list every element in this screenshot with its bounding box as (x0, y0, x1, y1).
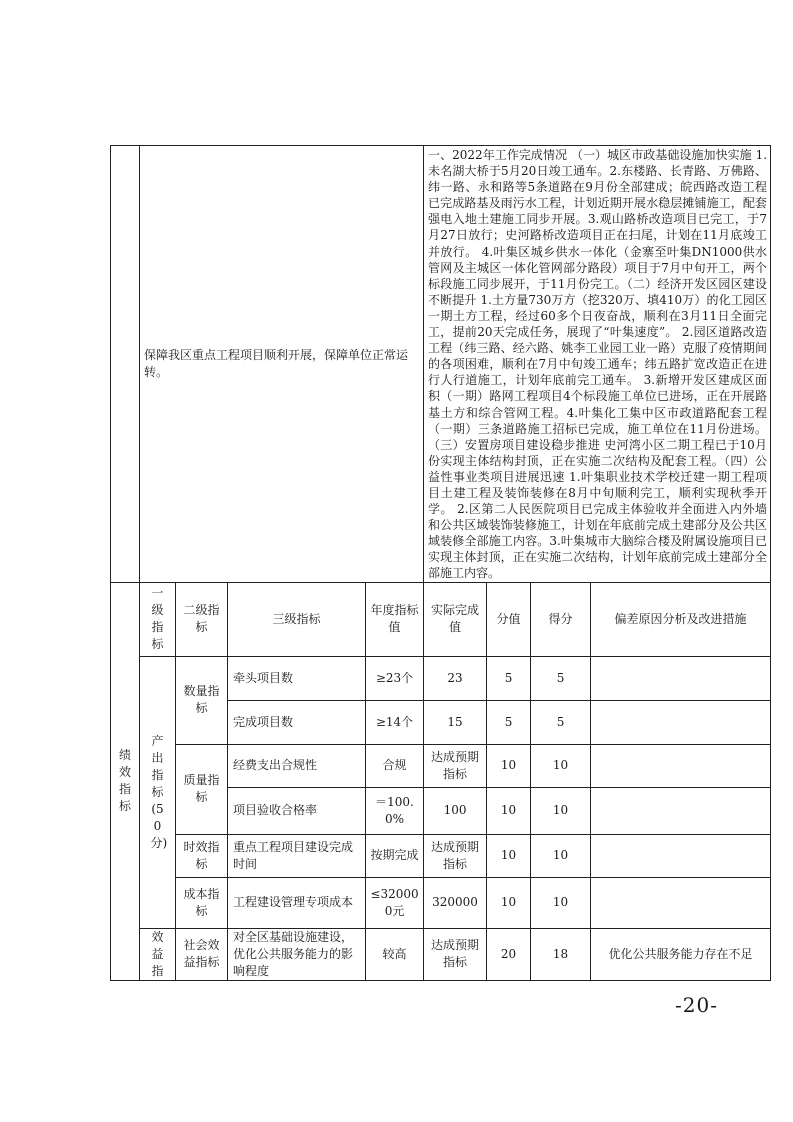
points-cell: 10 (487, 834, 531, 877)
actual-cell: 23 (424, 656, 487, 700)
header-level3: 三级指标 (228, 582, 366, 656)
remark-cell (591, 700, 771, 744)
points-cell: 5 (487, 656, 531, 700)
level3-cell: 工程建设管理专项成本 (228, 877, 366, 928)
header-remark: 偏差原因分析及改进措施 (591, 582, 771, 656)
header-actual: 实际完成值 (424, 582, 487, 656)
header-level1: 一级指标 (140, 582, 176, 656)
summary-row (111, 146, 771, 583)
target-cell: ≥14个 (366, 700, 424, 744)
target-cell: ≤320000元 (366, 877, 424, 928)
score-cell: 18 (531, 928, 591, 980)
remark-cell (591, 834, 771, 877)
points-cell: 10 (487, 744, 531, 787)
actual-cell: 100 (424, 787, 487, 834)
score-cell: 5 (531, 656, 591, 700)
level2-cost: 成本指标 (176, 877, 228, 928)
score-cell: 5 (531, 700, 591, 744)
actual-cell: 达成预期指标 (424, 834, 487, 877)
header-target: 年度指标值 (366, 582, 424, 656)
page-number: -20- (675, 993, 718, 1017)
level3-cell: 对全区基础设施建设，优化公共服务能力的影响程度 (228, 928, 366, 980)
level3-cell: 重点工程项目建设完成时间 (228, 834, 366, 877)
actual-cell: 达成预期指标 (424, 928, 487, 980)
benefit-indicator-label: 效益指 (140, 928, 176, 980)
table-row (111, 928, 771, 980)
table-row (111, 656, 771, 700)
score-cell: 10 (531, 787, 591, 834)
target-cell: 较高 (366, 928, 424, 980)
table-row (111, 834, 771, 877)
header-level2: 二级指标 (176, 582, 228, 656)
level3-cell: 牵头项目数 (228, 656, 366, 700)
level2-quantity: 数量指标 (176, 656, 228, 744)
level3-cell: 完成项目数 (228, 700, 366, 744)
points-cell: 5 (487, 700, 531, 744)
points-cell: 10 (487, 877, 531, 928)
score-cell: 10 (531, 877, 591, 928)
table-row (111, 744, 771, 787)
completion-summary-cell: 一、2022年工作完成情况 （一）城区市政基础设施加快实施 1.未名湖大桥于5月20日竣工通车。2.东楼路、长青路、万佛路、纬一路、永和路等5条道路在9月份全部建成；皖西路改造工程已完成路基及雨污水工程，计划近期开展水稳层摊铺施工，配套强电入地土建施工同步开展。3.观山路桥改造项目已完工，于7月27日放行；史河路桥改造项目正在扫尾，计划在11月底竣工并放行。 4.叶集区城乡供水一体化（金寨至叶集DN1000供水管网及主城区一体化管网部分路段）项目于7月中旬开工，两个标段施工同步展开，于11月份完工。（二）经济开发区园区建设不断提升 1.土方量730万方（挖320万、填410万）的化工园区一期土方工程，经过60多个日夜奋战，顺利在3月11日全面完工，提前20天完成任务，展现了“叶集速度”。 2.园区道路改造工程（纬三路、经六路、姚李工业园工业一路）克服了疫情期间的各项困难，顺利在7月中旬竣工通车；纬五路扩宽改造正在进行人行道施工，计划年底前完工通车。 3.新增开发区建成区面积（一期）路网工程项目4个标段施工单位已进场，正在开展路基土方和综合管网工程。4.叶集化工集中区市政道路配套工程（一期）三条道路施工招标已完成，施工单位在11月份进场。（三）安置房项目建设稳步推进 史河湾小区二期工程已于10月份实现主体结构封顶，正在实施二次结构及配套工程。（四）公益性事业类项目进展迅速 1.叶集职业技术学校迁建一期工程项目土建工程及装饰装修在8月中旬顺利完工，顺利实现秋季开学。 2.区第二人民医院项目已完成主体验收并全面进入内外墙和公共区域装饰装修施工，计划在年底前完成土建部分及公共区域装修全部施工内容。3.叶集城市大脑综合楼及附属设施项目已实现主体封顶，正在实施二次结构，计划年底前完成土建部分全部施工内容。 (424, 146, 771, 583)
blank-cell (111, 146, 140, 583)
target-cell: 按期完成 (366, 834, 424, 877)
remark-cell (591, 656, 771, 700)
target-cell: ≥23个 (366, 656, 424, 700)
remark-cell (591, 744, 771, 787)
remark-cell (591, 787, 771, 834)
table-row (111, 877, 771, 928)
level2-social-benefit: 社会效益指标 (176, 928, 228, 980)
performance-table (110, 145, 771, 981)
header-points: 分值 (487, 582, 531, 656)
level2-quality: 质量指标 (176, 744, 228, 834)
score-cell: 10 (531, 744, 591, 787)
perf-group-label: 绩效指标 (111, 582, 140, 980)
remark-cell: 优化公共服务能力存在不足 (591, 928, 771, 980)
points-cell: 10 (487, 787, 531, 834)
output-indicator-label: 产出指标(50分) (140, 656, 176, 928)
level2-timeliness: 时效指标 (176, 834, 228, 877)
header-score: 得分 (531, 582, 591, 656)
points-cell: 20 (487, 928, 531, 980)
header-row (111, 582, 771, 656)
remark-cell (591, 877, 771, 928)
level3-cell: 项目验收合格率 (228, 787, 366, 834)
actual-cell: 320000 (424, 877, 487, 928)
level3-cell: 经费支出合规性 (228, 744, 366, 787)
actual-cell: 达成预期指标 (424, 744, 487, 787)
actual-cell: 15 (424, 700, 487, 744)
score-cell: 10 (531, 834, 591, 877)
annual-goal-cell: 保障我区重点工程项目顺利开展，保障单位正常运转。 (140, 146, 424, 583)
target-cell: ＝100.0% (366, 787, 424, 834)
target-cell: 合规 (366, 744, 424, 787)
